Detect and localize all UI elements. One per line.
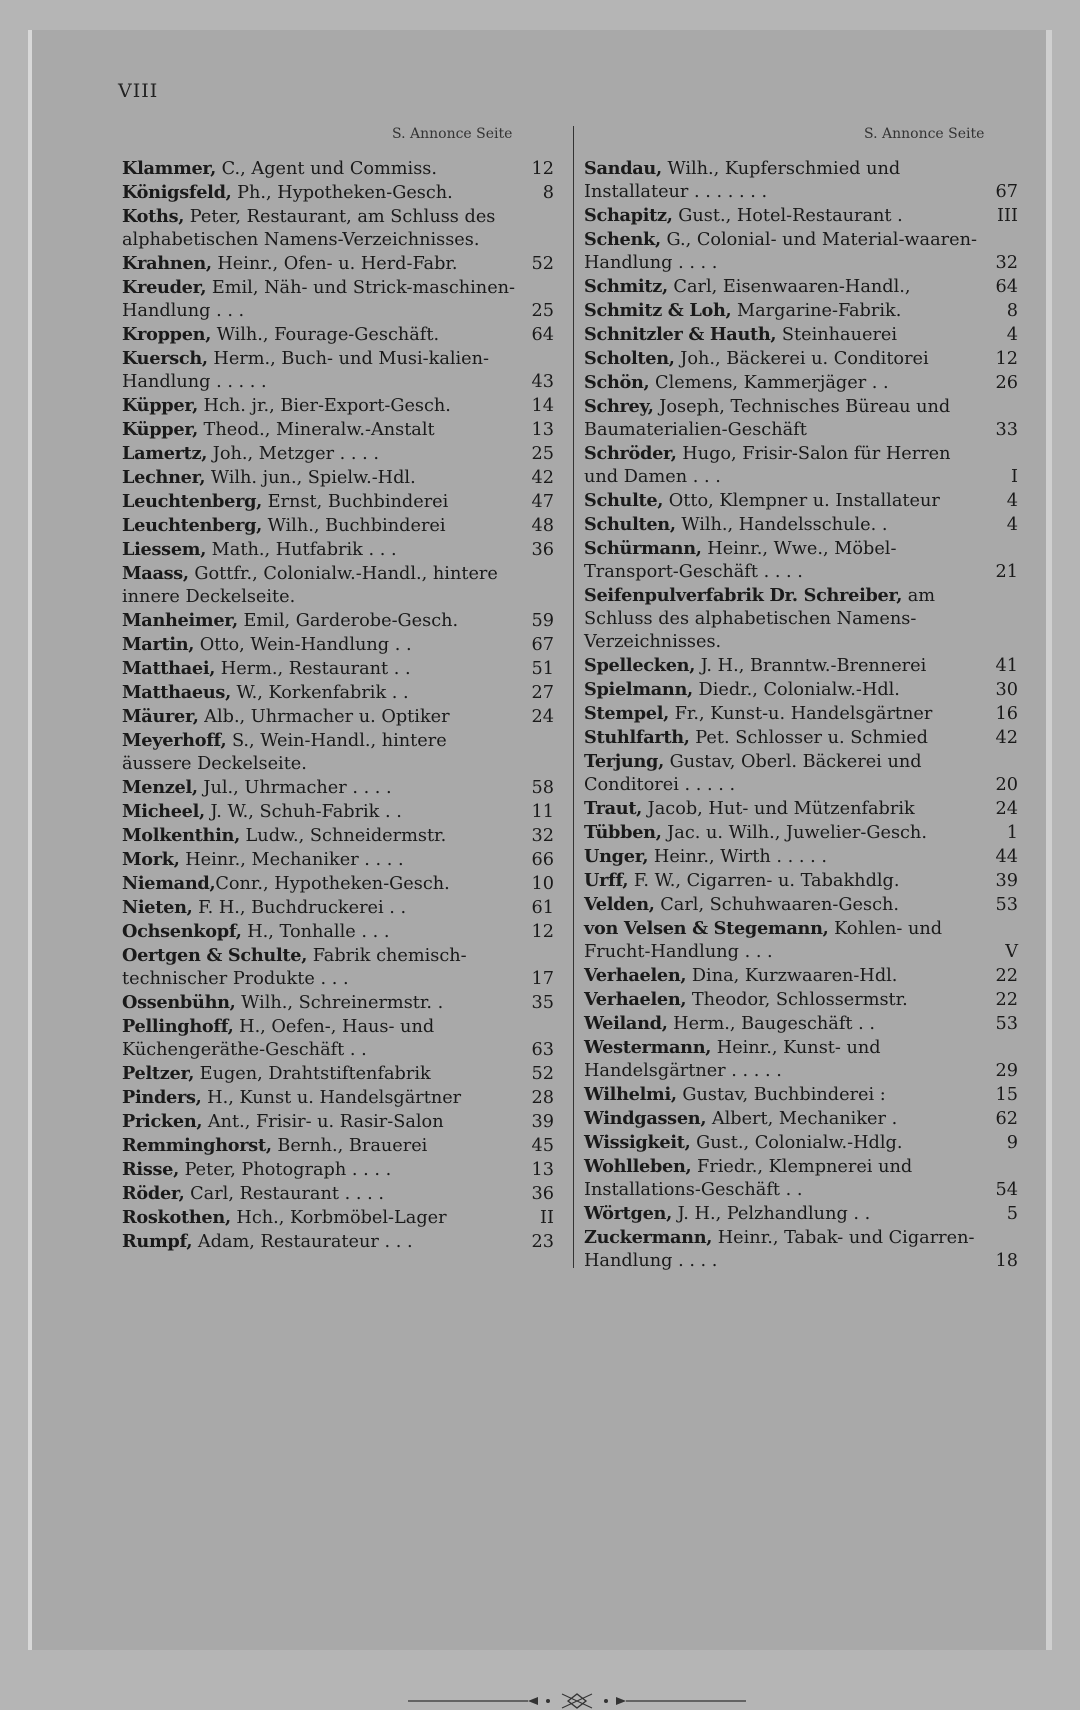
- entry-description: Otto, Wein-Handlung . .: [194, 635, 412, 655]
- entry-page-ref: 52: [531, 1064, 554, 1084]
- entry-page-ref: 17: [531, 969, 554, 989]
- entry-name: Krahnen,: [122, 253, 212, 274]
- entry-name: Schürmann,: [584, 538, 702, 559]
- entry-page-ref: 13: [531, 420, 554, 440]
- entry-page-ref: 4: [1006, 491, 1018, 511]
- directory-entry: [122, 276, 554, 323]
- directory-entry: [584, 1131, 1018, 1155]
- entry-name: Schröder,: [584, 443, 677, 464]
- directory-entry: [122, 1158, 554, 1182]
- entry-page-ref: 64: [531, 325, 554, 345]
- entry-page-ref: 63: [531, 1040, 554, 1060]
- entry-name: Verhaelen,: [584, 989, 687, 1010]
- entry-name: Lechner,: [122, 467, 206, 488]
- directory-entry: [122, 466, 554, 490]
- directory-entry: [584, 275, 1018, 299]
- directory-entry: [584, 489, 1018, 513]
- entry-name: Westermann,: [584, 1037, 712, 1058]
- entry-page-ref: 28: [531, 1088, 554, 1108]
- directory-entry: [584, 347, 1018, 371]
- entry-page-ref: 30: [995, 680, 1018, 700]
- entry-description: Gust., Hotel-Restaurant .: [672, 206, 903, 226]
- directory-entry: [122, 490, 554, 514]
- directory-entry: [122, 896, 554, 920]
- entry-description: Jac. u. Wilh., Juwelier-Gesch.: [661, 823, 927, 843]
- entry-name: Scholten,: [584, 348, 675, 369]
- entry-description: H., Kunst u. Handelsgärtner: [201, 1088, 462, 1108]
- entry-page-ref: 35: [531, 993, 554, 1013]
- entry-name: Lamertz,: [122, 443, 208, 464]
- entry-description: Eugen, Drahtstiftenfabrik: [194, 1064, 431, 1084]
- entry-description: Peter, Photograph . . . .: [178, 1160, 392, 1180]
- directory-entry: [584, 917, 1018, 964]
- directory-entry: [584, 299, 1018, 323]
- entry-description: Albert, Mechaniker .: [706, 1109, 898, 1129]
- entry-name: Schrey,: [584, 396, 654, 417]
- entry-page-ref: 33: [995, 420, 1018, 440]
- directory-entry: [122, 609, 554, 633]
- entry-name: Martin,: [122, 634, 195, 655]
- entry-page-ref: 44: [995, 847, 1018, 867]
- entry-name: Leuchtenberg,: [122, 515, 263, 536]
- entry-description: W., Korkenfabrik . .: [230, 683, 409, 703]
- entry-name: Kreuder,: [122, 277, 207, 298]
- entry-description: Otto, Klempner u. Installateur: [663, 491, 940, 511]
- entry-page-ref: I: [1011, 467, 1018, 487]
- entry-page-ref: 25: [531, 301, 554, 321]
- entry-name: Menzel,: [122, 777, 198, 798]
- entry-description: Peter, Restaurant, am Schluss des alphabetischen Namens-Verzeichnisses.: [122, 207, 501, 250]
- entry-page-ref: 15: [995, 1085, 1018, 1105]
- directory-entry: [122, 157, 554, 181]
- entry-page-ref: 5: [1006, 1204, 1018, 1224]
- entry-page-ref: 42: [531, 468, 554, 488]
- column-header-right: S. Annonce Seite: [864, 126, 985, 142]
- directory-entry: [122, 1230, 554, 1254]
- entry-page-ref: 12: [995, 349, 1018, 369]
- directory-entry: [122, 562, 554, 609]
- directory-entry: [584, 893, 1018, 917]
- directory-entry: [122, 1062, 554, 1086]
- entry-description: Wilh., Schreinermstr. .: [235, 993, 444, 1013]
- entry-description: Herm., Baugeschäft . .: [667, 1014, 875, 1034]
- entry-page-ref: 11: [531, 802, 554, 822]
- entry-name: Seifenpulverfabrik Dr. Schreiber,: [584, 585, 903, 606]
- entry-page-ref: 21: [995, 562, 1018, 582]
- entry-description: Jul., Uhrmacher . . . .: [197, 778, 392, 798]
- entry-name: Stempel,: [584, 703, 670, 724]
- entry-description: Wilh., Buchbinderei: [262, 516, 446, 536]
- entry-page-ref: 8: [542, 183, 554, 203]
- ornament-divider: [408, 1692, 746, 1710]
- column-divider: [573, 126, 574, 1268]
- entry-page-ref: 47: [531, 492, 554, 512]
- entry-description: C., Agent und Commiss.: [216, 159, 437, 179]
- entry-name: Leuchtenberg,: [122, 491, 263, 512]
- entry-description: J. H., Branntw.-Brennerei: [695, 656, 927, 676]
- directory-entry: [122, 347, 554, 394]
- entry-description: Wilh., Kupferschmied und Installateur . . . . . . .: [584, 159, 906, 202]
- entry-name: Ossenbühn,: [122, 992, 236, 1013]
- entry-description: Emil, Näh- und Strick-maschinen-Handlung . . .: [122, 278, 516, 321]
- directory-entry: [584, 1012, 1018, 1036]
- entry-description: S., Wein-Handl., hintere äussere Deckelseite.: [122, 731, 453, 774]
- entry-page-ref: 32: [995, 253, 1018, 273]
- entry-page-ref: 51: [531, 659, 554, 679]
- entry-page-ref: 39: [995, 871, 1018, 891]
- entry-description: Joh., Bäckerei u. Conditorei: [674, 349, 929, 369]
- directory-entry: [122, 776, 554, 800]
- entry-name: Micheel,: [122, 801, 205, 822]
- entry-description: Ernst, Buchbinderei: [262, 492, 449, 512]
- directory-entry: [122, 920, 554, 944]
- entry-description: Heinr., Tabak- und Cigarren-Handlung . . . .: [584, 1228, 975, 1271]
- directory-entry: [122, 633, 554, 657]
- directory-entry: [584, 821, 1018, 845]
- entry-name: Küpper,: [122, 395, 198, 416]
- directory-entry: [584, 845, 1018, 869]
- entry-page-ref: 4: [1006, 515, 1018, 535]
- entry-name: Wörtgen,: [584, 1203, 672, 1224]
- page-number: VIII: [118, 80, 159, 102]
- entry-name: Schmitz & Loh,: [584, 300, 732, 321]
- entry-description: Wilh. jun., Spielw.-Hdl.: [205, 468, 416, 488]
- entry-page-ref: 41: [995, 656, 1018, 676]
- entry-page-ref: 62: [995, 1109, 1018, 1129]
- entry-name: Roskothen,: [122, 1207, 231, 1228]
- entry-description: Heinr., Wwe., Möbel-Transport-Geschäft . . . .: [584, 539, 897, 582]
- entry-description: Herm., Restaurant . .: [215, 659, 411, 679]
- entry-description: Heinr., Kunst- und Handelsgärtner . . . . .: [584, 1038, 887, 1081]
- directory-entry: [584, 157, 1018, 204]
- entry-name: Weiland,: [584, 1013, 668, 1034]
- entry-page-ref: 66: [531, 850, 554, 870]
- entry-description: Emil, Garderobe-Gesch.: [237, 611, 459, 631]
- directory-entry: [584, 584, 1018, 654]
- directory-entry: [584, 1083, 1018, 1107]
- entry-name: Remminghorst,: [122, 1135, 272, 1156]
- entry-page-ref: 26: [995, 373, 1018, 393]
- entry-page-ref: 67: [995, 182, 1018, 202]
- directory-entry: [122, 872, 554, 896]
- entry-name: Verhaelen,: [584, 965, 687, 986]
- entry-name: Mork,: [122, 849, 180, 870]
- entry-page-ref: 1: [1006, 823, 1018, 843]
- entry-name: Kuersch,: [122, 348, 208, 369]
- entry-page-ref: 29: [995, 1061, 1018, 1081]
- directory-entry: [584, 964, 1018, 988]
- entry-description: Jacob, Hut- und Mützenfabrik: [642, 799, 915, 819]
- entry-page-ref: 25: [531, 444, 554, 464]
- entry-name: Windgassen,: [584, 1108, 707, 1129]
- directory-entry: [122, 1015, 554, 1062]
- entry-name: Risse,: [122, 1159, 179, 1180]
- entry-name: Maass,: [122, 563, 189, 584]
- entry-page-ref: 10: [531, 874, 554, 894]
- entry-name: Meyerhoff,: [122, 730, 227, 751]
- entry-description: Heinr., Ofen- u. Herd-Fabr.: [211, 254, 458, 274]
- directory-entry: [584, 1107, 1018, 1131]
- entry-name: Wilhelmi,: [584, 1084, 677, 1105]
- entry-page-ref: 54: [995, 1180, 1018, 1200]
- entry-page-ref: 14: [531, 396, 554, 416]
- entry-description: Joh., Metzger . . . .: [207, 444, 380, 464]
- directory-entry: [122, 1182, 554, 1206]
- entry-page-ref: 42: [995, 728, 1018, 748]
- entry-name: Sandau,: [584, 158, 662, 179]
- entry-page-ref: 53: [995, 1014, 1018, 1034]
- entry-name: Röder,: [122, 1183, 185, 1204]
- entry-name: Molkenthin,: [122, 825, 240, 846]
- entry-description: Steinhauerei: [776, 325, 898, 345]
- entry-page-ref: 23: [531, 1232, 554, 1252]
- entry-page-ref: 52: [531, 254, 554, 274]
- entry-name: Oertgen & Schulte,: [122, 945, 308, 966]
- entry-page-ref: 64: [995, 277, 1018, 297]
- directory-entry: [584, 1202, 1018, 1226]
- entry-name: Niemand,: [122, 873, 216, 894]
- entry-name: Liessem,: [122, 539, 207, 560]
- directory-entry: [584, 750, 1018, 797]
- entry-name: Velden,: [584, 894, 655, 915]
- directory-entry: [584, 726, 1018, 750]
- entry-description: Ant., Frisir- u. Rasir-Salon: [202, 1112, 444, 1132]
- entry-name: Manheimer,: [122, 610, 238, 631]
- entry-description: Margarine-Fabrik.: [731, 301, 902, 321]
- directory-entry: [122, 848, 554, 872]
- directory-entry: [122, 323, 554, 347]
- entry-page-ref: 13: [531, 1160, 554, 1180]
- entry-description: Hugo, Frisir-Salon für Herren und Damen . . .: [584, 444, 957, 487]
- directory-entry: [584, 797, 1018, 821]
- entry-name: Pinders,: [122, 1087, 202, 1108]
- entry-description: J. W., Schuh-Fabrik . .: [204, 802, 402, 822]
- directory-entry: [584, 204, 1018, 228]
- entry-page-ref: 53: [995, 895, 1018, 915]
- directory-entry: [122, 800, 554, 824]
- entry-page-ref: 9: [1006, 1133, 1018, 1153]
- entry-description: Carl, Restaurant . . . .: [184, 1184, 384, 1204]
- directory-entry: [122, 657, 554, 681]
- entry-name: Schenk,: [584, 229, 661, 250]
- directory-entry: [584, 371, 1018, 395]
- entry-description: F. H., Buchdruckerei . .: [192, 898, 407, 918]
- entry-name: Spellecken,: [584, 655, 696, 676]
- directory-entry: [122, 729, 554, 776]
- directory-entry: [584, 513, 1018, 537]
- entry-description: Joseph, Technisches Büreau und Baumaterialien-Geschäft: [584, 397, 956, 440]
- entry-description: H., Oefen-, Haus- und Küchengeräthe-Geschäft . .: [122, 1017, 440, 1060]
- directory-entry: [122, 681, 554, 705]
- entry-name: Ochsenkopf,: [122, 921, 242, 942]
- right-column: [584, 157, 1018, 1273]
- entry-page-ref: II: [540, 1208, 554, 1228]
- entry-page-ref: 32: [531, 826, 554, 846]
- entry-name: Matthaei,: [122, 658, 216, 679]
- entry-page-ref: 18: [995, 1251, 1018, 1271]
- entry-description: Heinr., Wirth . . . . .: [648, 847, 827, 867]
- entry-description: Fr., Kunst-u. Handelsgärtner: [669, 704, 933, 724]
- entry-page-ref: 24: [531, 707, 554, 727]
- entry-description: G., Colonial- und Material-waaren-Handlung . . . .: [584, 230, 977, 273]
- entry-description: H., Tonhalle . . .: [241, 922, 390, 942]
- entry-description: Math., Hutfabrik . . .: [206, 540, 397, 560]
- entry-name: Urff,: [584, 870, 629, 891]
- entry-description: Ludw., Schneidermstr.: [239, 826, 447, 846]
- entry-name: Koths,: [122, 206, 185, 227]
- entry-page-ref: 27: [531, 683, 554, 703]
- directory-entry: [584, 1036, 1018, 1083]
- entry-page-ref: 12: [531, 159, 554, 179]
- entry-description: Clemens, Kammerjäger . .: [649, 373, 889, 393]
- directory-entry: [122, 442, 554, 466]
- directory-entry: [584, 702, 1018, 726]
- entry-description: Theod., Mineralw.-Anstalt: [197, 420, 435, 440]
- entry-page-ref: 36: [531, 1184, 554, 1204]
- directory-entry: [122, 1110, 554, 1134]
- entry-description: Ph., Hypotheken-Gesch.: [231, 183, 453, 203]
- entry-name: Peltzer,: [122, 1063, 195, 1084]
- entry-description: Gustav, Buchbinderei :: [676, 1085, 886, 1105]
- entry-name: Pricken,: [122, 1111, 203, 1132]
- entry-page-ref: 22: [995, 966, 1018, 986]
- column-header-left: S. Annonce Seite: [392, 126, 513, 142]
- entry-page-ref: 39: [531, 1112, 554, 1132]
- entry-page-ref: 45: [531, 1136, 554, 1156]
- entry-name: Wissigkeit,: [584, 1132, 691, 1153]
- directory-entry: [584, 442, 1018, 489]
- entry-page-ref: 8: [1006, 301, 1018, 321]
- directory-entry: [122, 1206, 554, 1230]
- directory-entry: [122, 514, 554, 538]
- entry-name: Mäurer,: [122, 706, 199, 727]
- entry-name: Spielmann,: [584, 679, 693, 700]
- entry-description: Wilh., Fourage-Geschäft.: [211, 325, 440, 345]
- entry-description: Gottfr., Colonialw.-Handl., hintere innere Deckelseite.: [122, 564, 504, 607]
- entry-page-ref: 16: [995, 704, 1018, 724]
- directory-entry: [122, 1134, 554, 1158]
- directory-entry: [122, 252, 554, 276]
- entry-description: Gustav, Oberl. Bäckerei und Conditorei . . . . .: [584, 752, 928, 795]
- directory-entry: [122, 1086, 554, 1110]
- entry-description: Alb., Uhrmacher u. Optiker: [198, 707, 450, 727]
- left-column: [122, 157, 554, 1254]
- entry-name: Klammer,: [122, 158, 217, 179]
- entry-name: Unger,: [584, 846, 649, 867]
- entry-description: F. W., Cigarren- u. Tabakhdlg.: [628, 871, 900, 891]
- entry-description: Adam, Restaurateur . . .: [192, 1232, 413, 1252]
- entry-description: Wilh., Handelsschule. .: [675, 515, 888, 535]
- entry-page-ref: 48: [531, 516, 554, 536]
- directory-entry: [584, 537, 1018, 584]
- entry-description: J. H., Pelzhandlung . .: [671, 1204, 871, 1224]
- entry-name: Tübben,: [584, 822, 662, 843]
- entry-description: Herm., Buch- und Musi-kalien-Handlung . . . . .: [122, 349, 490, 392]
- directory-entry: [122, 991, 554, 1015]
- entry-name: Schapitz,: [584, 205, 673, 226]
- entry-page-ref: 22: [995, 990, 1018, 1010]
- entry-description: Diedr., Colonialw.-Hdl.: [692, 680, 900, 700]
- entry-page-ref: 58: [531, 778, 554, 798]
- directory-entry: [584, 654, 1018, 678]
- entry-description: Hch. jr., Bier-Export-Gesch.: [197, 396, 451, 416]
- entry-description: Carl, Eisenwaaren-Handl.,: [667, 277, 911, 297]
- entry-description: am Schluss des alphabetischen Namens-Verzeichnisses.: [584, 586, 941, 652]
- directory-entry: [122, 824, 554, 848]
- entry-name: Schön,: [584, 372, 650, 393]
- entry-page-ref: 4: [1006, 325, 1018, 345]
- entry-page-ref: 59: [531, 611, 554, 631]
- entry-description: Gust., Colonialw.-Hdlg.: [690, 1133, 903, 1153]
- entry-name: Zuckermann,: [584, 1227, 713, 1248]
- entry-description: Conr., Hypotheken-Gesch.: [215, 874, 450, 894]
- entry-page-ref: V: [1005, 942, 1018, 962]
- entry-description: Carl, Schuhwaaren-Gesch.: [654, 895, 899, 915]
- directory-entry: [584, 1226, 1018, 1273]
- entry-description: Kohlen- und Frucht-Handlung . . .: [584, 919, 948, 962]
- entry-name: Traut,: [584, 798, 643, 819]
- entry-page-ref: 43: [531, 372, 554, 392]
- entry-description: Theodor, Schlossermstr.: [686, 990, 908, 1010]
- entry-name: Schulten,: [584, 514, 676, 535]
- entry-description: Pet. Schlosser u. Schmied: [689, 728, 928, 748]
- entry-description: Hch., Korbmöbel-Lager: [230, 1208, 447, 1228]
- entry-description: Bernh., Brauerei: [271, 1136, 428, 1156]
- directory-entry: [122, 418, 554, 442]
- entry-name: Kroppen,: [122, 324, 212, 345]
- directory-entry: [584, 395, 1018, 442]
- entry-description: Fabrik chemisch-technischer Produkte . . .: [122, 946, 467, 989]
- entry-page-ref: 61: [531, 898, 554, 918]
- entry-name: Wohlleben,: [584, 1156, 692, 1177]
- entry-name: Rumpf,: [122, 1231, 193, 1252]
- directory-entry: [122, 181, 554, 205]
- entry-name: Matthaeus,: [122, 682, 231, 703]
- entry-page-ref: III: [997, 206, 1018, 226]
- directory-entry: [584, 988, 1018, 1012]
- directory-entry: [584, 1155, 1018, 1202]
- entry-name: Pellinghoff,: [122, 1016, 234, 1037]
- entry-name: Stuhlfarth,: [584, 727, 690, 748]
- entry-description: Friedr., Klempnerei und Installations-Geschäft . .: [584, 1157, 918, 1200]
- entry-description: Dina, Kurzwaaren-Hdl.: [686, 966, 898, 986]
- entry-name: Schmitz,: [584, 276, 668, 297]
- directory-entry: [584, 678, 1018, 702]
- directory-entry: [122, 394, 554, 418]
- entry-page-ref: 36: [531, 540, 554, 560]
- entry-name: Königsfeld,: [122, 182, 232, 203]
- directory-entry: [122, 705, 554, 729]
- entry-name: Küpper,: [122, 419, 198, 440]
- entry-name: Schulte,: [584, 490, 664, 511]
- entry-page-ref: 12: [531, 922, 554, 942]
- directory-entry: [122, 944, 554, 991]
- directory-entry: [584, 323, 1018, 347]
- entry-page-ref: 24: [995, 799, 1018, 819]
- directory-entry: [122, 205, 554, 252]
- directory-entry: [584, 228, 1018, 275]
- entry-page-ref: 20: [995, 775, 1018, 795]
- entry-name: Nieten,: [122, 897, 193, 918]
- entry-page-ref: 67: [531, 635, 554, 655]
- directory-entry: [584, 869, 1018, 893]
- entry-description: Heinr., Mechaniker . . . .: [179, 850, 404, 870]
- entry-name: Schnitzler & Hauth,: [584, 324, 777, 345]
- directory-entry: [122, 538, 554, 562]
- entry-name: von Velsen & Stegemann,: [584, 918, 829, 939]
- entry-name: Terjung,: [584, 751, 664, 772]
